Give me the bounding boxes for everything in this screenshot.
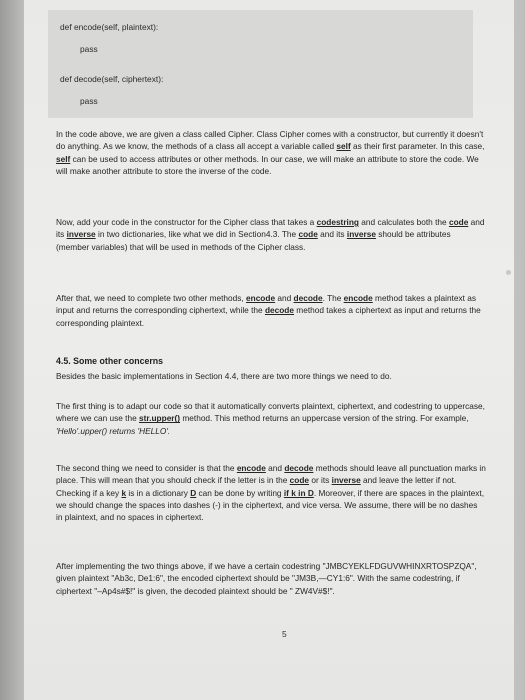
paragraph-encode-decode [56,292,486,329]
text-run: . The [322,293,344,303]
section-intro: Besides the basic implementations in Section 4.4, there are two more things we need to do. [56,371,392,381]
text-run: should be attributes (member variables) that will be used in methods of the Cipher class. [56,229,451,252]
text-run: Now, add your code in the constructor for the Cipher class that takes a [56,217,317,227]
text-run: After that, we need to complete two other methods, [56,293,247,303]
text-run: . Moreover, if there are spaces in the plaintext, we should change the spaces into dashes (-) in the ciphertext, and vice versa. We assume, there will be no dashes in plaintext, and no spaces in ciphertext. [56,487,485,523]
text-run: The second thing we need to consider is that the [56,463,237,473]
keyword-codestring: codestring [316,217,359,227]
text-run: can be done by writing [196,487,284,498]
text-run: as their first parameter. In this case, [350,141,485,152]
text-run: in two dictionaries, like what we did in Section4.3. The [95,229,299,240]
text-run: or its [309,475,332,486]
paragraph-cipher-intro [56,128,486,177]
page-number: 5 [282,629,287,639]
keyword-self: self [336,141,351,152]
paragraph-example: After implementing the two things above, if we have a certain codestring "JMBCYEKLFDGUVWHINXRTOSPZQA", given plaintext "Ab3c, De1:6", the encoded ciphertext should be "JM3B,—CY1:6". With the same codestring, if ciphertext "–Ap4s#$!" is given, the decoded plaintext should be " ZW4V#$!". [56,561,477,596]
text-run: method takes a plaintext as input and returns the corresponding ciphertext, while the [56,293,477,316]
keyword-inverse: inverse [346,229,376,240]
keyword-encode: encode [246,293,276,303]
code-line-decode: def decode(self, ciphertext): [60,74,164,84]
document-page [24,0,514,700]
keyword-encode: encode [343,293,373,303]
keyword-self: self [56,153,71,164]
text-run: method takes a ciphertext as input and returns the corresponding plaintext. [56,305,481,328]
keyword-encode: encode [236,463,266,473]
keyword-k: k [121,487,127,498]
text-run: and its [56,217,485,240]
camera-speck [506,270,511,275]
text-run: and its [317,229,347,240]
code-block [48,10,473,118]
keyword-code: code [298,229,318,240]
text-run: and leave the letter if not. Checking if a key [56,475,457,498]
text-run: method. This method returns an uppercase version of the string. For example, [180,413,469,424]
keyword-str-upper: str.upper() [139,413,181,424]
keyword-d: D [190,487,197,498]
code-line-pass-1: pass [80,44,98,54]
keyword-code: code [289,475,310,486]
keyword-decode: decode [284,463,314,473]
code-line-pass-2: pass [80,96,98,106]
text-run: methods should leave all punctuation marks in place. This will mean that you should check if the letter is in the [56,463,486,486]
paragraph-punctuation [56,462,486,523]
keyword-if-k-in-d: if k in D [283,487,314,498]
text-run: and calculates both the [359,217,449,227]
example-upper: 'Hello'.upper() returns 'HELLO'. [56,425,171,436]
paragraph-uppercase [56,400,486,437]
section-heading: 4.5. Some other concerns [56,356,164,366]
code-line-encode: def encode(self, plaintext): [60,22,159,32]
text-run: and [275,293,294,303]
text-run: The first thing is to adapt our code so that it automatically converts plaintext, ciphertext, and codestring to uppercase, where we can use the [56,401,485,424]
keyword-inverse: inverse [331,475,361,486]
text-run: can be used to access attributes or other methods. In our case, we will make an attribute to store the code. We will make another attribute to store the inverse of the code. [56,153,479,176]
text-run: is in a dictionary [126,487,191,498]
keyword-decode: decode [264,305,294,316]
text-run: and [265,463,285,473]
keyword-decode: decode [293,293,323,303]
text-run: In the code above, we are given a class called Cipher. Class Cipher comes with a constructor, but currently it doesn't do anything. As we know, the methods of a class all accept a variable called [56,129,484,152]
keyword-code: code [448,217,469,227]
keyword-inverse: inverse [66,229,96,240]
paragraph-constructor [56,216,486,253]
